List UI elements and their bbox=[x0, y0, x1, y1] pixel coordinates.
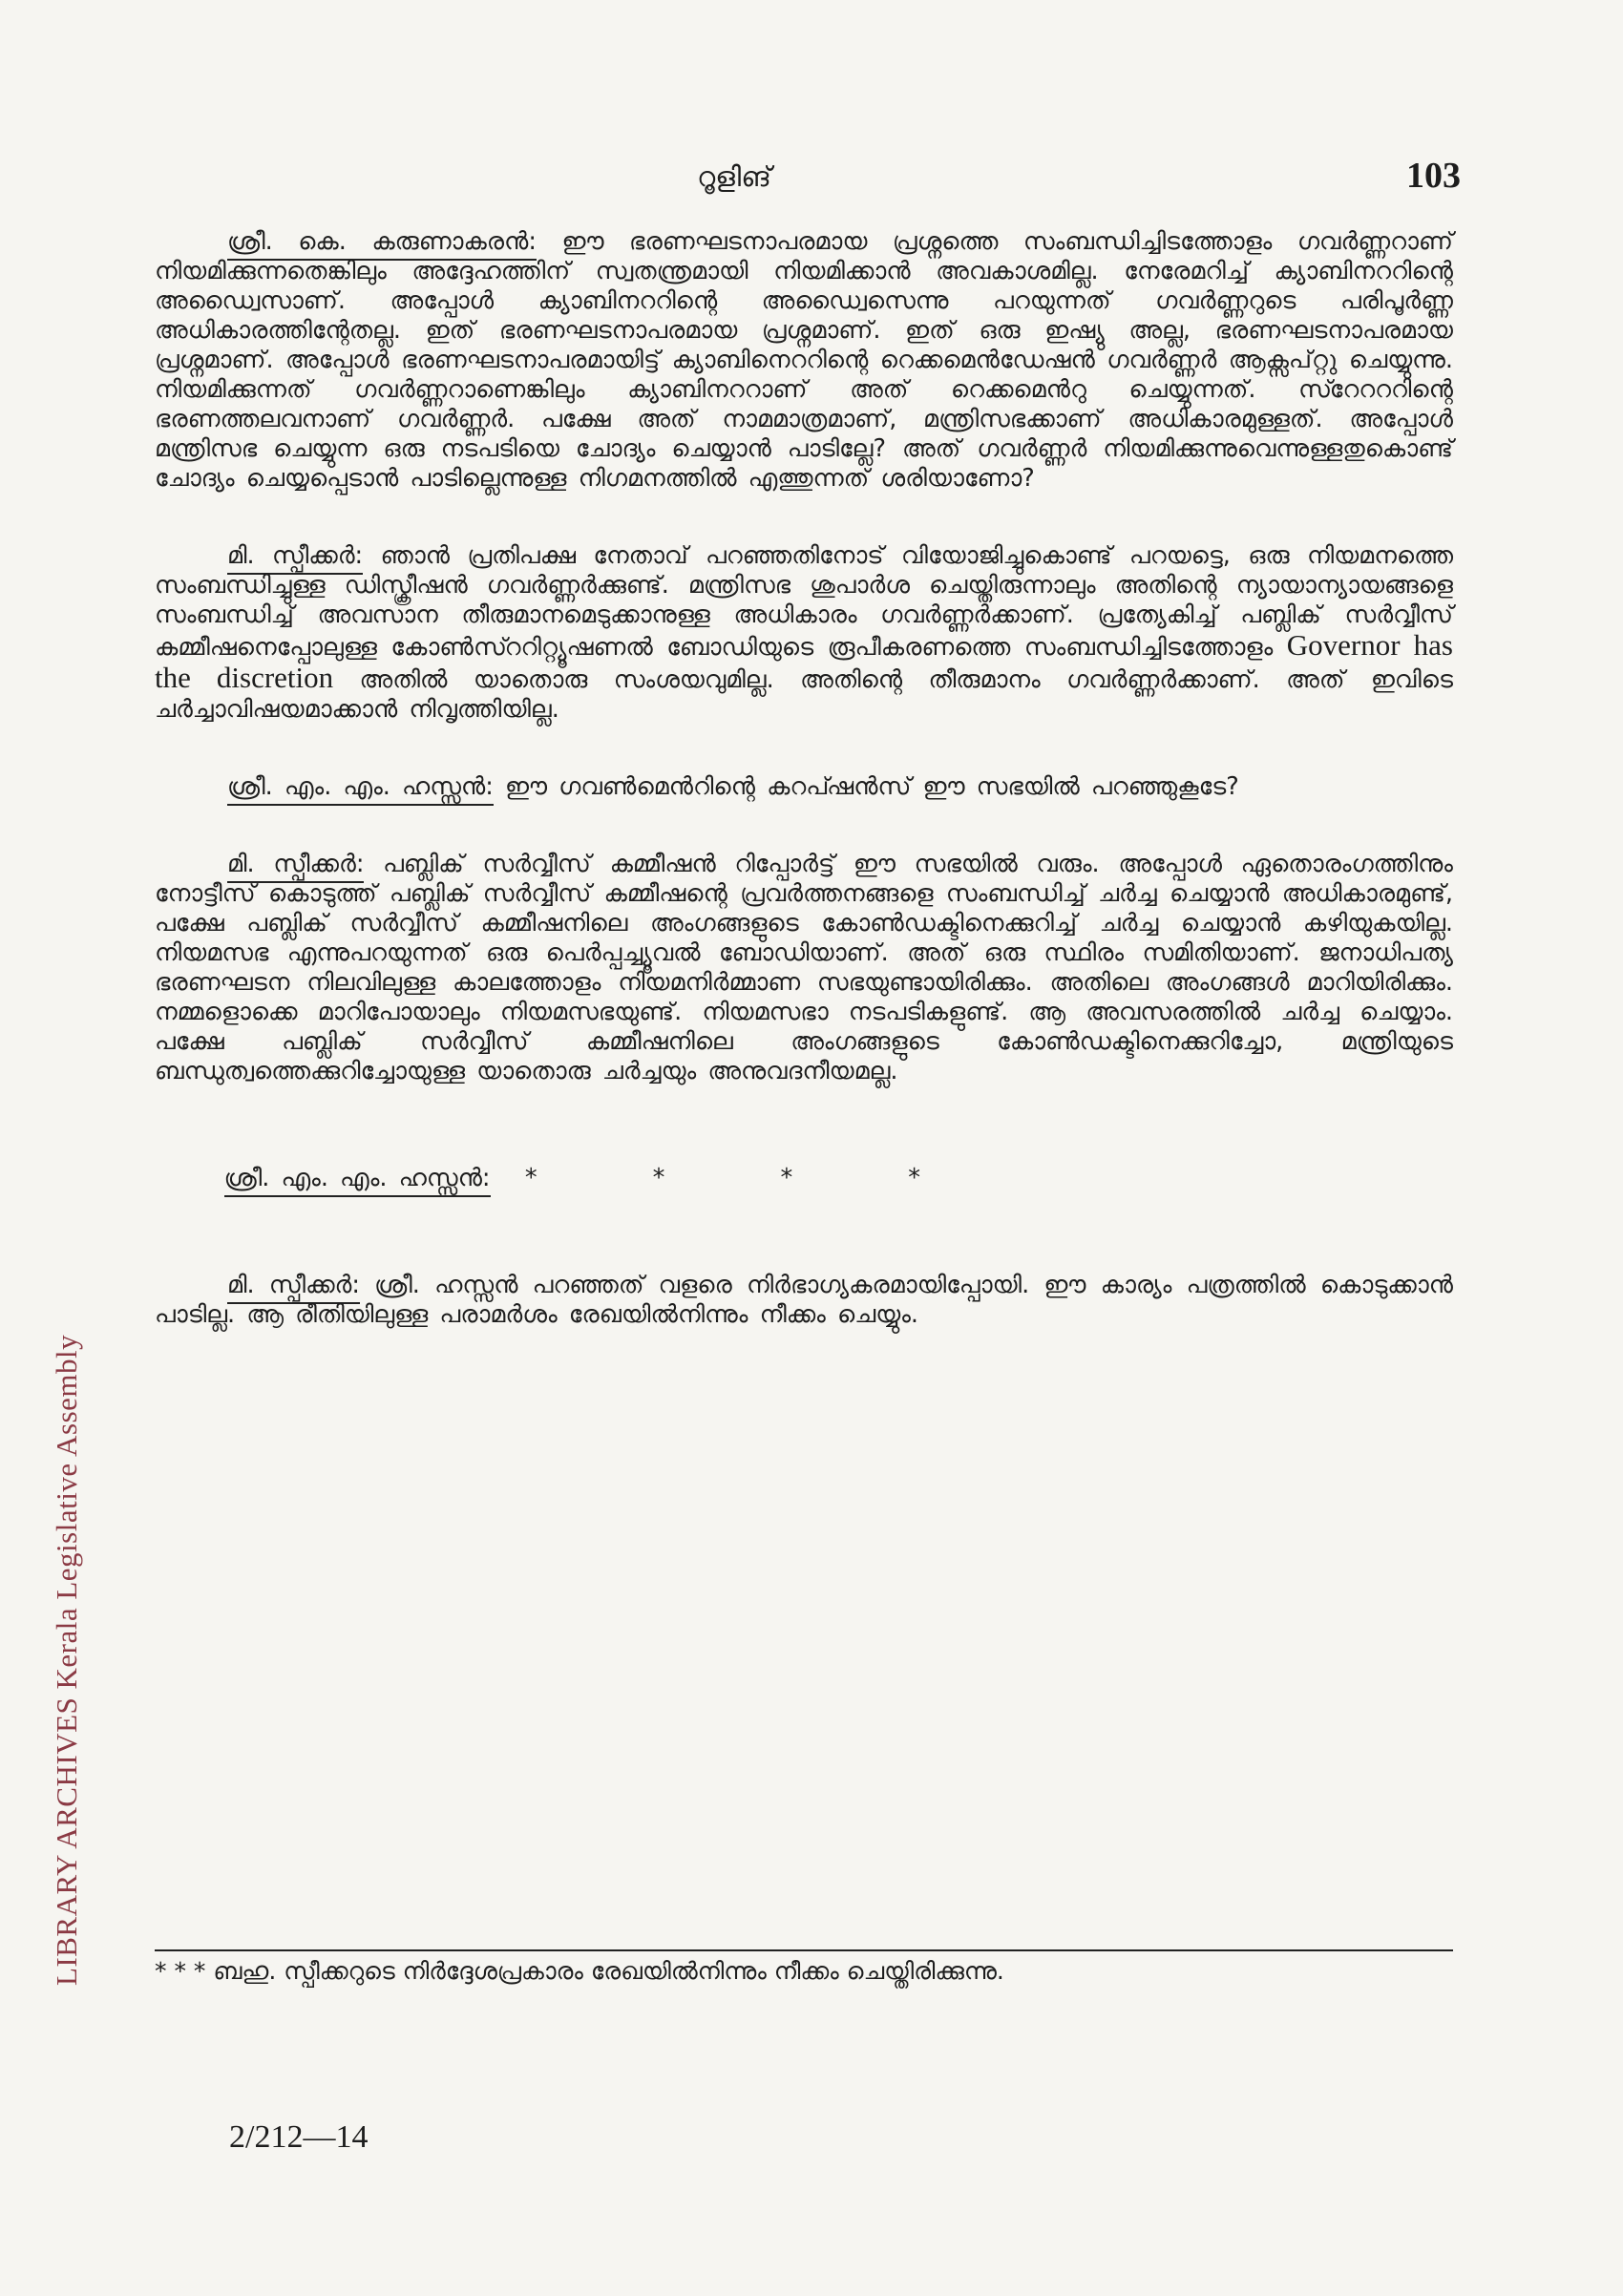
proceedings-body bbox=[155, 227, 1453, 1378]
footnote: * * * ബഹു. സ്പീക്കറുടെ നിർദ്ദേശപ്രകാരം രേഖയിൽനിന്നും നീക്കം ചെയ്തിരിക്കുന്നു. bbox=[155, 1957, 1004, 1985]
speaker-name: മി. സ്പീക്കർ: bbox=[227, 850, 364, 883]
speech-text: പബ്ലിക് സർവ്വീസ് കമ്മീഷൻ റിപ്പോർട്ട് ഈ സഭയിൽ വരും. അപ്പോൾ ഏതൊരംഗത്തിനും നോട്ടീസ് കൊടുത്ത് പബ്ലിക് സർവ്വീസ് കമ്മീഷന്റെ പ്രവർത്തനങ്ങളെ സംബന്ധിച്ച് ചർച്ച ചെയ്യാൻ അധികാരമുണ്ട്, പക്ഷേ പബ്ലിക് സർവ്വീസ് കമ്മീഷനിലെ അംഗങ്ങളുടെ കോൺഡക്ടിനെക്കുറിച്ച് ചർച്ച ചെയ്യാൻ കഴിയുകയില്ല. നിയമസഭ എന്നുപറയുന്നത് ഒരു പെർപ്പച്ച്യൂവൽ ബോഡിയാണ്. അത് ഒരു സ്ഥിരം സമിതിയാണ്. ജനാധിപത്യ ഭരണഘടന നിലവിലുള്ള കാലത്തോളം നിയമനിർമ്മാണ സഭയുണ്ടായിരിക്കും. അതിലെ അംഗങ്ങൾ മാറിയിരിക്കും. നമ്മളൊക്കെ മാറിപോയാലും നിയമസഭയുണ്ട്. നിയമസഭാ നടപടികളുണ്ട്. ആ അവസരത്തിൽ ചർച്ച ചെയ്യാം. പക്ഷേ പബ്ലിക് സർവ്വീസ് കമ്മീഷനിലെ അംഗങ്ങളുടെ കോൺഡക്ടിനെക്കുറിച്ചോ, മന്ത്രിയുടെ ബന്ധുത്വത്തെക്കുറിച്ചോയുള്ള യാതൊരു ചർച്ചയും അനുവദനീയമല്ല. bbox=[155, 850, 1453, 1085]
speech-paragraph bbox=[155, 850, 1453, 1086]
running-head: റൂളിങ് bbox=[697, 160, 771, 193]
page-header bbox=[239, 155, 1461, 202]
speaker-name: ശ്രീ. എം. എം. ഹസ്സൻ: bbox=[227, 772, 494, 806]
print-signature: 2/212—14 bbox=[229, 2119, 369, 2155]
speech-text: ശ്രീ. ഹസ്സൻ പറഞ്ഞത് വളരെ നിർഭാഗ്യകരമായിപ്പോയി. ഈ കാര്യം പത്രത്തിൽ കൊടുക്കാൻ പാടില്ല. ആ രീതിയിലുള്ള പരാമർശം രേഖയിൽനിന്നും നീക്കം ചെയ്യും. bbox=[155, 1271, 1453, 1329]
speech-paragraph bbox=[155, 541, 1453, 725]
speech-paragraph bbox=[155, 1134, 1453, 1223]
english-phrase: Governor has the discretion bbox=[155, 628, 1453, 694]
speaker-name: ശ്രീ. എം. എം. ഹസ്സൻ: bbox=[224, 1164, 491, 1197]
footnote-divider bbox=[155, 1949, 1453, 1951]
speech-paragraph bbox=[155, 1271, 1453, 1330]
speech-paragraph bbox=[155, 227, 1453, 494]
speaker-name: ശ്രീ. കെ. കരുണാകരൻ: bbox=[227, 227, 537, 261]
archive-watermark: LIBRARY ARCHIVES Kerala Legislative Assembly bbox=[50, 1334, 83, 1986]
speech-text: ഈ ഭരണഘടനാപരമായ പ്രശ്നത്തെ സംബന്ധിച്ചിടത്തോളം ഗവർണ്ണറാണ് നിയമിക്കുന്നതെങ്കിലും അദ്ദേഹത്തിന് സ്വതന്ത്രമായി നിയമിക്കാൻ അവകാശമില്ല. നേരേമറിച്ച് ക്യാബിനററിന്റെ അഡ്വൈസാണ്. അപ്പോൾ ക്യാബിനററിന്റെ അഡ്വൈസെന്നു പറയുന്നത് ഗവർണ്ണറുടെ പരിപൂർണ്ണ അധികാരത്തിന്റേതല്ല. ഇത് ഭരണഘടനാപരമായ പ്രശ്നമാണ്. ഇത് ഒരു ഇഷ്യു അല്ല, ഭരണഘടനാപരമായ പ്രശ്നമാണ്. അപ്പോൾ ഭരണഘടനാപരമായിട്ട് ക്യാബിനെററിന്റെ റെക്കമെൻഡേഷൻ ഗവർണ്ണർ ആക്സപ്റ്റു ചെയ്യുന്നു. നിയമിക്കുന്നത് ഗവർണ്ണറാണെങ്കിലും ക്യാബിനററാണ് അത് റെക്കമെൻറു ചെയ്യുന്നത്. സ്റേറററിന്റെ ഭരണത്തലവനാണ് ഗവർണ്ണർ. പക്ഷേ അത് നാമമാത്രമാണ്, മന്ത്രിസഭക്കാണ് അധികാരമുള്ളത്. അപ്പോൾ മന്ത്രിസഭ ചെയ്യുന്ന ഒരു നടപടിയെ ചോദ്യം ചെയ്യാൻ പാടില്ലേ? അത് ഗവർണ്ണർ നിയമിക്കുന്നുവെന്നുള്ളതുകൊണ്ട് ചോദ്യം ചെയ്യപ്പെടാൻ പാടില്ലെന്നുള്ള നിഗമനത്തിൽ എത്തുന്നത് ശരിയാണോ? bbox=[155, 227, 1454, 493]
speaker-name: മി. സ്പീക്കർ: bbox=[227, 1271, 360, 1304]
speech-paragraph bbox=[155, 772, 1453, 802]
page-number: 103 bbox=[1406, 156, 1461, 196]
speech-text: ഞാൻ പ്രതിപക്ഷ നേതാവ് പറഞ്ഞതിനോട് വിയോജിച്ചുകൊണ്ട് പറയട്ടെ, ഒരു നിയമനത്തെ സംബന്ധിച്ചുള്ള ഡിസ്ക്രീഷൻ ഗവർണ്ണർക്കുണ്ട്. മന്ത്രിസഭ ശുപാർശ ചെയ്തിരുന്നാലും അതിന്റെ ന്യായാന്യായങ്ങളെ സംബന്ധിച്ച് അവസാന തീരുമാനമെടുക്കാനുള്ള അധികാരം ഗവർണ്ണർക്കാണ്. പ്രത്യേകിച്ച് പബ്ലിക് സർവ്വീസ് കമ്മീഷനെപ്പോലുള്ള കോൺസ്ററിറ്റ്യൂഷണൽ ബോഡിയുടെ രൂപീകരണത്തെ സംബന്ധിച്ചിടത്തോളം bbox=[155, 541, 1453, 662]
speech-text: ഈ ഗവൺമെൻറിന്റെ കറപ്ഷൻസ് ഈ സഭയിൽ പറഞ്ഞുകൂടേ? bbox=[493, 772, 1239, 801]
speech-text: അതിൽ യാതൊരു സംശയവുമില്ല. അതിന്റെ തീരുമാനം ഗവർണ്ണർക്കാണ്. അത് ഇവിടെ ചർച്ചാവിഷയമാക്കാൻ നിവൃത്തിയില്ല. bbox=[155, 665, 1453, 724]
expunged-marker: * * * * bbox=[524, 1164, 921, 1192]
speaker-name: മി. സ്പീക്കർ: bbox=[227, 541, 363, 575]
